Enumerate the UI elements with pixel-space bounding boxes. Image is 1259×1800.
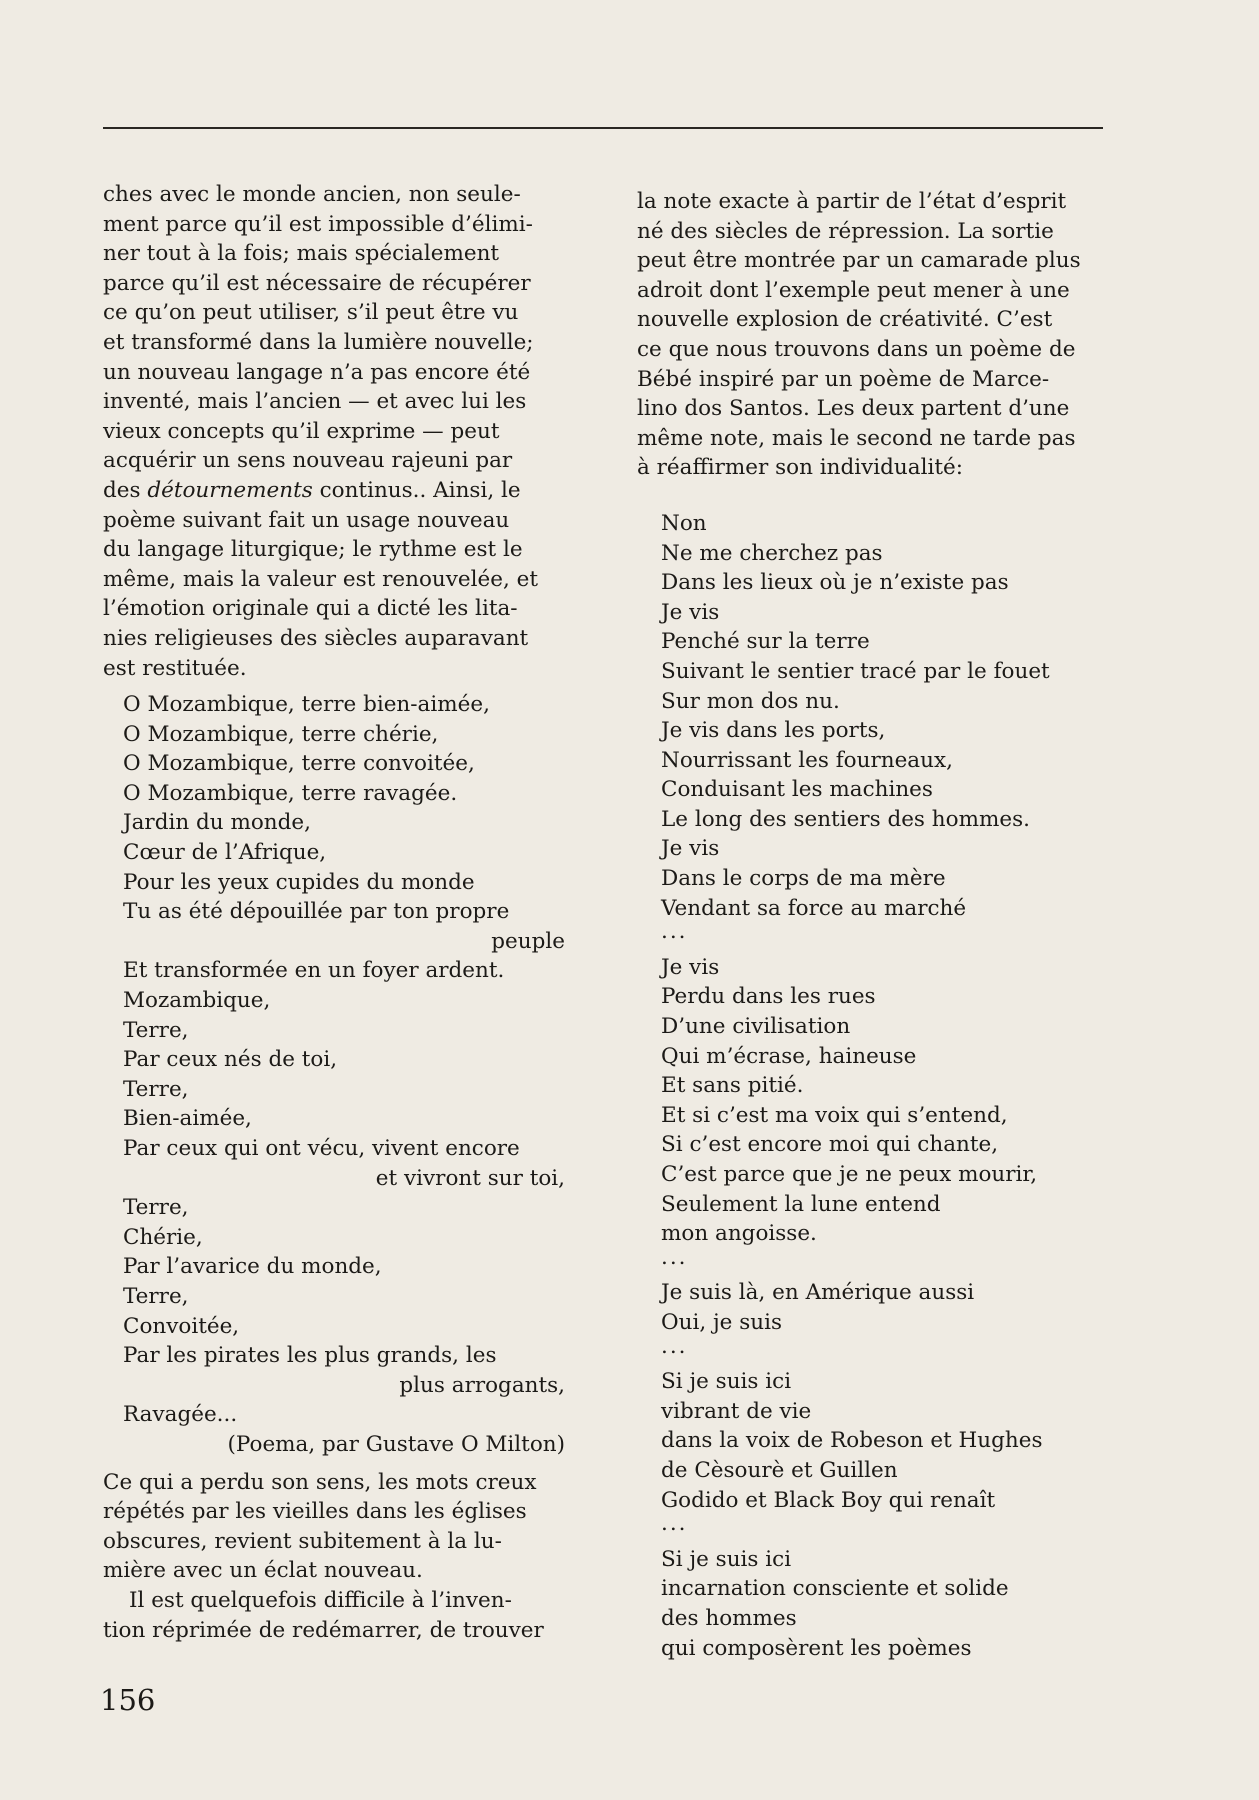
text-line: un nouveau langage n’a pas encore été — [103, 359, 531, 385]
poem-line: Dans les lieux où je n’existe pas — [661, 570, 1009, 596]
text-line: l’émotion originale qui a dicté les lita- — [103, 596, 518, 622]
poem-line: Mozambique, — [123, 988, 271, 1014]
poem-line: Je vis — [661, 599, 720, 625]
poem-line: mon angoisse. — [661, 1221, 817, 1247]
mozambique-poem — [123, 690, 565, 1459]
poem-line: Si je suis ici — [661, 1369, 792, 1395]
poem-line: Pour les yeux cupides du monde — [123, 869, 475, 895]
poem-line: incarnation consciente et solide — [661, 1576, 1009, 1602]
text-line: lino dos Santos. Les deux partent d’une — [637, 396, 1070, 422]
text-line: et transformé dans la lumière nouvelle; — [103, 329, 534, 355]
text-line: ment parce qu’il est impossible d’élimi- — [103, 211, 533, 237]
poem-line: D’une civilisation — [661, 1014, 851, 1040]
poem-line: C’est parce que je ne peux mourir, — [661, 1162, 1038, 1187]
poem-credit: (Poema, par Gustave O Milton) — [227, 1431, 565, 1457]
right-column — [637, 187, 1104, 1663]
poem-line: Terre, — [123, 1076, 189, 1102]
text-line: tion réprimée de redémarrer, de trouver — [103, 1617, 544, 1643]
text-fragment: des — [103, 477, 148, 503]
poem-line: Ravagée... — [123, 1402, 238, 1428]
poem-line: Jardin du monde, — [123, 810, 311, 836]
text-line: ner tout à la fois; mais spécialement — [103, 241, 500, 267]
text-line: est restituée. — [103, 655, 247, 681]
poem-line: Nourrissant les fourneaux, — [661, 747, 953, 773]
poem-line: Par ceux nés de toi, — [123, 1047, 338, 1073]
poem-line: Terre, — [123, 1283, 189, 1309]
poem-line: Convoitée, — [123, 1313, 240, 1339]
italic-term: détournements — [147, 477, 313, 503]
text-line: nouvelle explosion de créativité. C’est — [637, 307, 1053, 333]
poem-line: O Mozambique, terre ravagée. — [123, 780, 458, 806]
poem-line: Non — [661, 510, 707, 536]
poem-line: Par ceux qui ont vécu, vivent encore — [123, 1136, 520, 1161]
poem-line: O Mozambique, terre chérie, — [123, 721, 439, 747]
ellipsis: ... — [661, 919, 688, 945]
text-line: Bébé inspiré par un poème de Marce- — [637, 366, 1050, 392]
poem-line: Et transformée en un foyer ardent. — [123, 958, 505, 984]
text-line: du langage liturgique; le rythme est le — [103, 537, 523, 563]
text-line: mière avec un éclat nouveau. — [103, 1558, 423, 1584]
poem-line: Si je suis ici — [661, 1546, 792, 1572]
poem-line: Cœur de l’Afrique, — [123, 840, 327, 866]
poem-line: Dans le corps de ma mère — [661, 866, 946, 892]
ellipsis: ... — [661, 1244, 688, 1270]
ellipsis: ... — [661, 1333, 688, 1359]
poem-line: vibrant de vie — [661, 1398, 812, 1424]
text-line: ches avec le monde ancien, non seule- — [103, 182, 521, 207]
paragraph-sense — [103, 1468, 565, 1586]
poem-line: Tu as été dépouillée par ton propre — [123, 899, 510, 925]
poem-line: Je vis — [661, 954, 720, 980]
text-line: Ce qui a perdu son sens, les mots creux — [103, 1469, 537, 1495]
text-line: peut être montrée par un camarade plus — [637, 248, 1081, 274]
ellipsis: ... — [661, 1511, 688, 1537]
poem-line: Je vis — [661, 836, 720, 862]
bebe-poem — [661, 509, 1104, 1663]
poem-line: Godido et Black Boy qui renaît — [661, 1487, 996, 1513]
poem-line: Perdu dans les rues — [661, 984, 876, 1010]
text-fragment: continus.. Ainsi, le — [312, 477, 521, 503]
page-number: 156 — [100, 1683, 156, 1717]
poem-line: Je suis là, en Amérique aussi — [661, 1280, 975, 1306]
poem-line: qui composèrent les poèmes — [661, 1635, 972, 1661]
poem-line: Ne me cherchez pas — [661, 540, 883, 566]
paragraph-invention — [103, 1586, 565, 1645]
poem-line: Suivant le sentier tracé par le fouet — [661, 658, 1050, 684]
poem-line: Seulement la lune entend — [661, 1191, 941, 1217]
poem-line: Et si c’est ma voix qui s’entend, — [661, 1102, 1008, 1128]
text-line: parce qu’il est nécessaire de récupérer — [103, 270, 531, 296]
poem-line: Sur mon dos nu. — [661, 688, 840, 714]
poem-line: Par l’avarice du monde, — [123, 1254, 382, 1280]
poem-line-continuation: plus arrogants, — [399, 1372, 565, 1398]
poem-line: Terre, — [123, 1017, 189, 1043]
paragraph-intro — [103, 180, 565, 683]
header-rule — [103, 127, 1103, 129]
poem-line: Chérie, — [123, 1224, 203, 1250]
poem-line: Je vis dans les ports, — [661, 718, 886, 744]
text-line: ce que nous trouvons dans un poème de — [637, 336, 1076, 362]
poem-line: Et sans pitié. — [661, 1073, 804, 1099]
poem-line: Penché sur la terre — [661, 629, 870, 655]
poem-line: dans la voix de Robeson et Hughes — [661, 1428, 1043, 1454]
text-line: même note, mais le second ne tarde pas — [637, 425, 1076, 451]
text-line: même, mais la valeur est renouvelée, et — [103, 566, 538, 592]
poem-line: Par les pirates les plus grands, les — [123, 1343, 497, 1369]
text-line: adroit dont l’exemple peut mener à une — [637, 277, 1070, 303]
text-line: acquérir un sens nouveau rajeuni par — [103, 448, 513, 474]
poem-line: Conduisant les machines — [661, 777, 933, 803]
text-line — [103, 476, 565, 506]
text-line: obscures, revient subitement à la lu- — [103, 1528, 502, 1554]
poem-line: des hommes — [661, 1605, 797, 1631]
text-line: la note exacte à partir de l’état d’esprit — [637, 189, 1067, 214]
text-line: né des siècles de répression. La sortie — [637, 218, 1054, 244]
poem-line-continuation: et vivront sur toi, — [375, 1165, 565, 1191]
paragraph-note — [637, 187, 1104, 483]
text-line: inventé, mais l’ancien — et avec lui les — [103, 389, 527, 415]
poem-line: O Mozambique, terre convoitée, — [123, 751, 475, 777]
text-line: Il est quelquefois difficile à l’inven- — [129, 1587, 512, 1613]
text-line: ce qu’on peut utiliser, s’il peut être vu — [103, 300, 519, 326]
poem-line: Si c’est encore moi qui chante, — [661, 1132, 999, 1158]
text-line: nies religieuses des siècles auparavant — [103, 625, 529, 651]
text-line: à réaffirmer son individualité: — [637, 455, 963, 481]
poem-line: Vendant sa force au marché — [661, 895, 967, 921]
text-line: poème suivant fait un usage nouveau — [103, 507, 510, 533]
left-column — [103, 180, 565, 1645]
text-line: vieux concepts qu’il exprime — peut — [103, 418, 500, 444]
poem-line: de Cèsourè et Guillen — [661, 1457, 898, 1483]
poem-line: O Mozambique, terre bien-aimée, — [123, 692, 490, 718]
poem-line: Terre, — [123, 1195, 189, 1221]
poem-line: Oui, je suis — [661, 1309, 783, 1335]
poem-line: Qui m’écrase, haineuse — [661, 1043, 917, 1069]
poem-line: Bien-aimée, — [123, 1106, 252, 1132]
poem-line-continuation: peuple — [491, 928, 565, 954]
text-line: répétés par les vieilles dans les églises — [103, 1499, 527, 1525]
poem-line: Le long des sentiers des hommes. — [661, 806, 1030, 832]
